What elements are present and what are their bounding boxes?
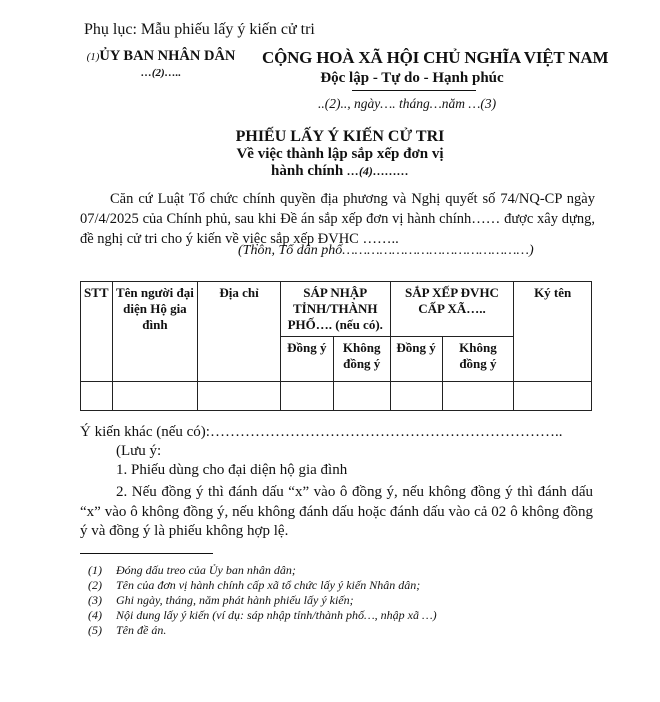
header-merge-commune: SẮP XẾP ĐVHC CẤP XÃ….. bbox=[390, 282, 514, 337]
appendix-title: Phụ lục: Mẫu phiếu lấy ý kiến cử tri bbox=[84, 21, 315, 38]
place-date-line: ..(2).., ngày…. tháng…năm …(3) bbox=[318, 96, 497, 111]
cell-commune-agree bbox=[390, 382, 442, 411]
subheader-province-disagree: Không đồng ý bbox=[333, 337, 390, 382]
motto-underline bbox=[352, 90, 476, 91]
national-motto: Độc lập - Tự do - Hạnh phúc bbox=[320, 70, 504, 86]
issuing-authority bbox=[76, 48, 246, 81]
authority-name-line bbox=[76, 48, 246, 65]
notes-label: (Lưu ý: bbox=[116, 443, 162, 459]
country-name: CỘNG HOÀ XÃ HỘI CHỦ NGHĨA VIỆT NAM bbox=[262, 48, 609, 67]
header-stt: STT bbox=[81, 282, 113, 382]
title-main: PHIẾU LẤY Ý KIẾN CỬ TRI bbox=[235, 128, 445, 145]
title-subject: Về việc thành lập sắp xếp đơn vị bbox=[236, 146, 444, 162]
footnote-ref-4: …(4)……… bbox=[346, 164, 409, 178]
table-row bbox=[81, 382, 592, 411]
other-feedback-line: Ý kiến khác (nếu có):…………………………………………………………….. bbox=[80, 424, 563, 440]
footnote-item: (2) Tên của đơn vị hành chính cấp xã tổ chức lấy ý kiến Nhân dân; bbox=[88, 578, 421, 592]
title-subject-cont: hành chính …(4)……… bbox=[271, 163, 409, 179]
cell-commune-disagree bbox=[442, 382, 514, 411]
header-address: Địa chỉ bbox=[198, 282, 281, 382]
header-representative: Tên người đại diện Hộ gia đình bbox=[112, 282, 198, 382]
authority-placeholder: …(2)….. bbox=[140, 67, 182, 79]
subheader-province-agree: Đồng ý bbox=[280, 337, 333, 382]
footnote-item: (5) Tên đề án. bbox=[88, 623, 167, 637]
intro-paragraph: Căn cứ Luật Tổ chức chính quyền địa phương và Nghị quyết số 74/NQ-CP ngày 07/4/2025 của Chính phủ, sau khi Đề án sắp xếp đơn vị hành chính…… được xây dựng, đề nghị cử tri cho ý kiến về việc sắp xếp ĐVHC …….. bbox=[80, 191, 595, 247]
footnote-item: (4) Nội dung lấy ý kiến (ví dụ: sáp nhập tỉnh/thành phố…, nhập xã …) bbox=[88, 608, 437, 622]
header-signature: Ký tên bbox=[514, 282, 592, 382]
locality-line: (Thôn, Tổ dân phố………………………………………) bbox=[238, 243, 534, 258]
document-title bbox=[150, 128, 530, 180]
voter-poll-table bbox=[80, 281, 592, 411]
footnotes bbox=[88, 563, 588, 638]
cell-representative bbox=[112, 382, 198, 411]
cell-province-disagree bbox=[333, 382, 390, 411]
note-item-2: 2. Nếu đồng ý thì đánh dấu “x” vào ô đồng ý, nếu không đồng ý thì đánh dấu “x” vào ô không đồng ý, nếu không đánh dấu hoặc đánh dấu vào cả 02 ô không đồng ý và đồng ý là phiếu không hợp lệ. bbox=[80, 484, 593, 539]
footnote-item: (3) Ghi ngày, tháng, năm phát hành phiếu lấy ý kiến; bbox=[88, 593, 354, 607]
header-merge-province: SÁP NHẬP TỈNH/THÀNH PHỐ…. (nếu có). bbox=[280, 282, 390, 337]
footnote-ref-1: (1) bbox=[86, 51, 100, 63]
cell-province-agree bbox=[280, 382, 333, 411]
cell-address bbox=[198, 382, 281, 411]
note-item-1: 1. Phiếu dùng cho đại diện hộ gia đình bbox=[116, 462, 348, 478]
national-header bbox=[262, 48, 609, 87]
cell-stt bbox=[81, 382, 113, 411]
subheader-commune-disagree: Không đồng ý bbox=[442, 337, 514, 382]
subheader-commune-agree: Đồng ý bbox=[390, 337, 442, 382]
footnote-divider bbox=[80, 553, 213, 554]
footnote-item: (1) Đóng dấu treo của Ủy ban nhân dân; bbox=[88, 563, 296, 577]
cell-signature bbox=[514, 382, 592, 411]
authority-name: ỦY BAN NHÂN DÂN bbox=[99, 48, 236, 64]
